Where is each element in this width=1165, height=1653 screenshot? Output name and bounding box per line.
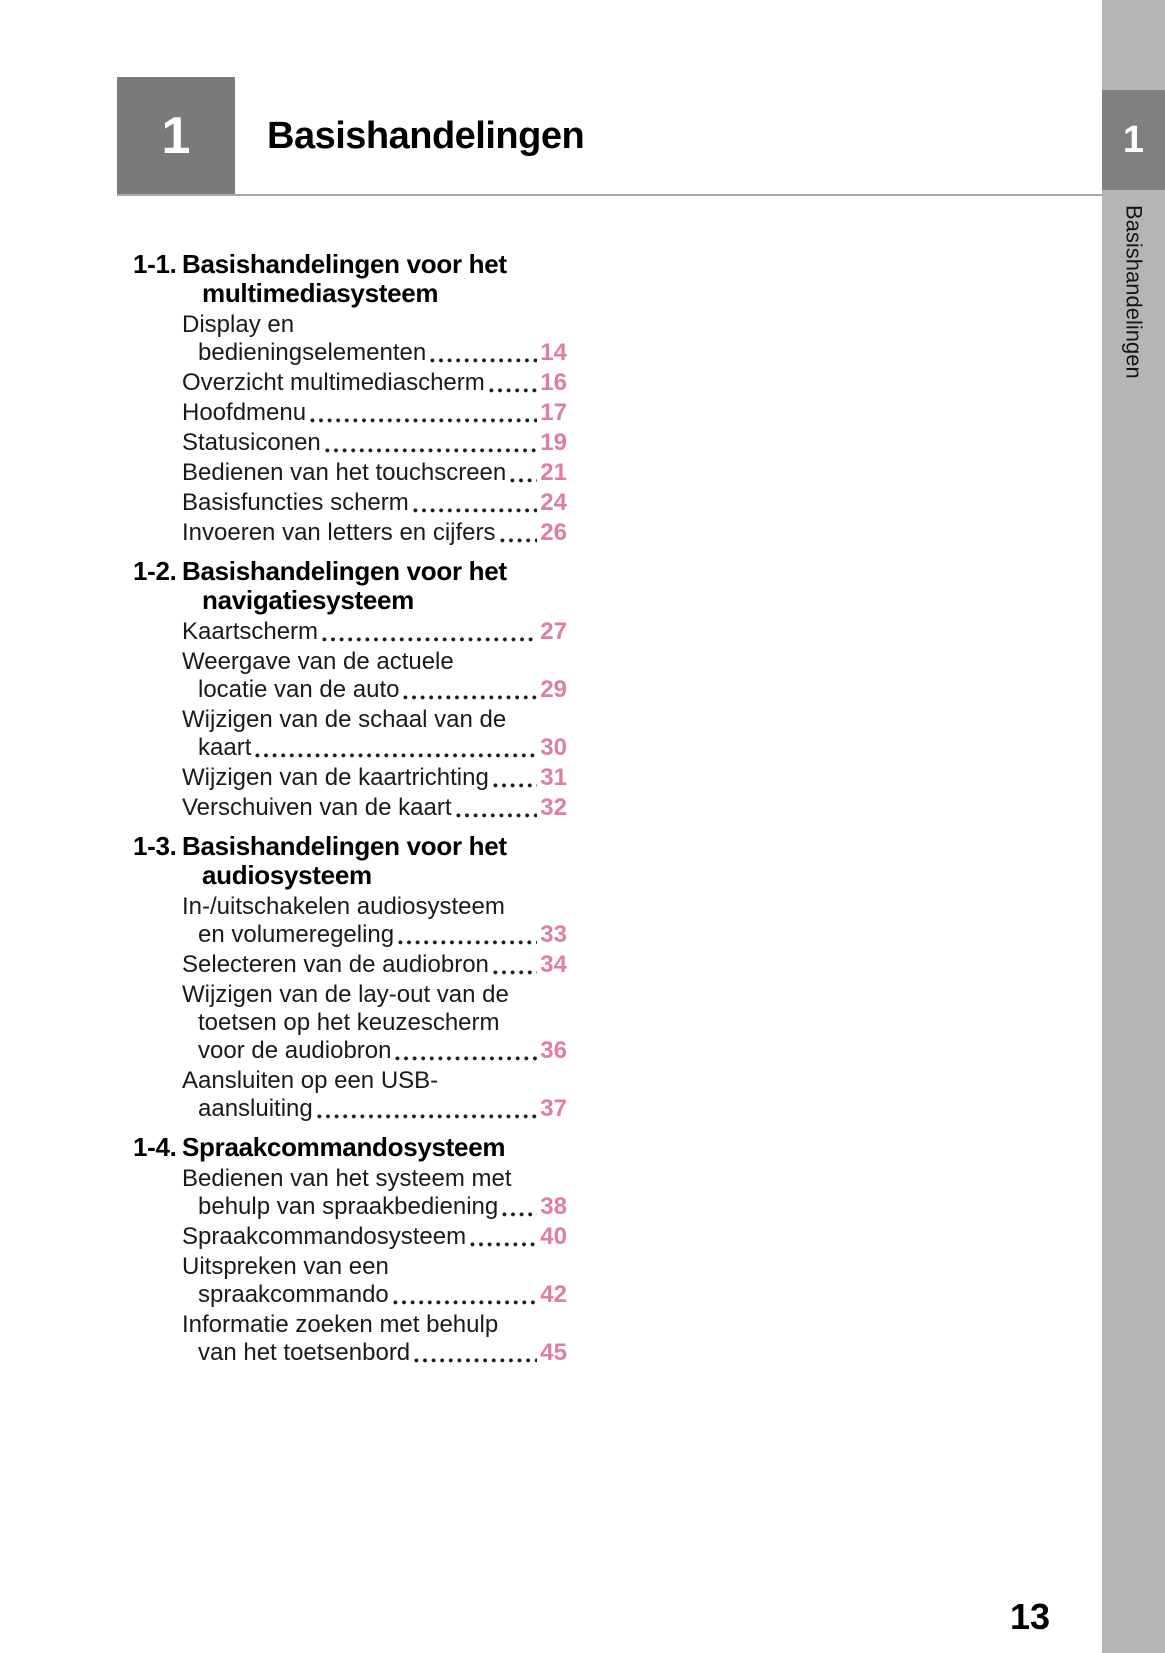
toc-section <box>133 250 567 547</box>
toc-entry-line <box>182 429 567 457</box>
chapter-side-label: Basishandelingen <box>1121 205 1147 379</box>
dot-leader <box>395 1056 537 1061</box>
toc-entry-page-number: 14 <box>540 339 567 366</box>
dot-leader <box>255 753 537 758</box>
toc-section-number: 1-2. <box>133 556 177 586</box>
dot-leader <box>510 478 537 483</box>
toc-entry[interactable] <box>182 399 567 427</box>
toc-entry[interactable] <box>182 893 567 949</box>
dot-leader <box>325 448 538 453</box>
toc-entry[interactable] <box>182 1165 567 1221</box>
chapter-side-tab-number: 1 <box>1122 118 1145 161</box>
toc-section-number: 1-3. <box>133 831 177 861</box>
toc-entry-line: In-/uitschakelen audiosysteem <box>182 893 505 920</box>
dot-leader <box>310 418 537 423</box>
toc-entry[interactable] <box>182 648 567 704</box>
toc-entry-page-number: 29 <box>540 676 567 703</box>
toc-entry-line: Informatie zoeken met behulp <box>182 1311 499 1338</box>
toc-entry-line <box>182 489 567 517</box>
dot-leader <box>489 388 538 393</box>
toc-entry-line: Bedienen van het systeem met <box>182 1165 512 1192</box>
dot-leader <box>413 508 538 513</box>
toc-entry-page-number: 21 <box>540 459 567 486</box>
toc-entry[interactable] <box>182 1067 567 1123</box>
toc-entry-line <box>182 794 567 822</box>
toc-entry-page-number: 17 <box>540 399 567 426</box>
toc-entry[interactable] <box>182 519 567 547</box>
toc-entry-text: aansluiting <box>198 1095 313 1122</box>
toc-entry-line <box>198 734 567 762</box>
toc-entry-text: bedieningselementen <box>198 339 427 366</box>
toc-entry-text: van het toetsenbord <box>198 1339 411 1366</box>
toc-entry-text: en volumeregeling <box>198 921 395 948</box>
toc-entry-text: spraakcommando <box>198 1281 389 1308</box>
toc-entry-text: Kaartscherm <box>182 618 319 645</box>
toc-entry[interactable] <box>182 794 567 822</box>
toc-entry[interactable] <box>182 1223 567 1251</box>
toc-entry[interactable] <box>182 489 567 517</box>
chapter-title: Basishandelingen <box>267 114 585 157</box>
toc-entry-line <box>198 1095 567 1123</box>
toc-entry-line <box>198 921 567 949</box>
toc-entry-line <box>182 1223 567 1251</box>
dot-leader <box>414 1358 537 1363</box>
toc-entry-line: Wijzigen van de lay-out van de <box>182 981 509 1008</box>
toc-entry-text: Basisfuncties scherm <box>182 489 409 516</box>
toc-entry-page-number: 36 <box>540 1037 567 1064</box>
toc-entry-text: Verschuiven van de kaart <box>182 794 452 821</box>
toc-entry-line <box>198 339 567 367</box>
toc-entry-line: Weergave van de actuele <box>182 648 454 675</box>
dot-leader <box>493 783 537 788</box>
dot-leader <box>398 940 537 945</box>
toc-entry-text: Selecteren van de audiobron <box>182 951 489 978</box>
dot-leader <box>493 970 537 975</box>
toc-entry-line: toetsen op het keuzescherm <box>198 1009 500 1036</box>
toc-entry[interactable] <box>182 429 567 457</box>
toc-entry-text: voor de audiobron <box>198 1037 392 1064</box>
toc-entry[interactable] <box>182 1253 567 1309</box>
toc-entry-line <box>182 459 567 487</box>
dot-leader <box>470 1242 537 1247</box>
toc-entry-text: Invoeren van letters en cijfers <box>182 519 496 546</box>
toc-entry-page-number: 40 <box>540 1223 567 1250</box>
toc-section-title-line: Basishandelingen voor het <box>182 831 507 861</box>
toc-entry[interactable] <box>182 369 567 397</box>
chapter-number: 1 <box>161 107 191 165</box>
toc-entry-text: locatie van de auto <box>198 676 400 703</box>
toc-entry-page-number: 45 <box>540 1339 567 1366</box>
toc-entry[interactable] <box>182 459 567 487</box>
toc-section-heading <box>133 1133 567 1162</box>
toc-section-title-line: Spraakcommandosysteem <box>182 1132 506 1162</box>
toc-section-number: 1-1. <box>133 249 177 279</box>
toc-entry-page-number: 19 <box>540 429 567 456</box>
toc-entry-page-number: 34 <box>540 951 567 978</box>
toc-entry-line: Uitspreken van een <box>182 1253 389 1280</box>
dot-leader <box>456 813 538 818</box>
toc-section-heading <box>133 250 567 308</box>
toc-entry[interactable] <box>182 1311 567 1367</box>
chapter-number-box <box>117 77 235 195</box>
toc-section-heading <box>133 832 567 890</box>
toc-entry[interactable] <box>182 981 567 1065</box>
toc-entry-text: Statusiconen <box>182 429 321 456</box>
toc-entry-line <box>182 369 567 397</box>
dot-leader <box>403 695 537 700</box>
toc-entry-page-number: 26 <box>540 519 567 546</box>
dot-leader <box>393 1300 538 1305</box>
dot-leader <box>500 538 538 543</box>
toc-entry-text: Hoofdmenu <box>182 399 307 426</box>
toc-entry-line <box>198 1037 567 1065</box>
toc-entry-line <box>198 1281 567 1309</box>
toc-section-title-line: multimediasysteem <box>202 278 439 308</box>
toc-entry-text: behulp van spraakbediening <box>198 1193 499 1220</box>
footer-page-number: 13 <box>1009 1596 1050 1637</box>
toc-section-title-line: audiosysteem <box>202 860 372 890</box>
toc-section <box>133 1133 567 1367</box>
toc-entry-text: kaart <box>198 734 252 761</box>
toc-entry-line <box>182 399 567 427</box>
toc-entry-line <box>198 1339 567 1367</box>
toc-entry-line <box>182 519 567 547</box>
toc-section-title-line: navigatiesysteem <box>202 585 414 615</box>
toc-section-title-line: Basishandelingen voor het <box>182 556 507 586</box>
toc-entry-text: Bedienen van het touchscreen <box>182 459 507 486</box>
toc-entry[interactable] <box>182 706 567 762</box>
toc-entry-line <box>182 618 567 646</box>
toc-entry-page-number: 37 <box>540 1095 567 1122</box>
toc-entry-line <box>198 676 567 704</box>
toc-entry-page-number: 38 <box>540 1193 567 1220</box>
toc-entry-line <box>182 764 567 792</box>
toc-entry[interactable] <box>182 311 567 367</box>
toc-entry-line <box>198 1193 567 1221</box>
header-divider <box>117 194 1102 196</box>
toc-section-title <box>182 832 567 890</box>
chapter-side-strip <box>1102 0 1165 1653</box>
chapter-side-tab[interactable] <box>1102 90 1165 190</box>
table-of-contents <box>133 250 567 1369</box>
toc-entry-text: Spraakcommandosysteem <box>182 1223 467 1250</box>
dot-leader <box>317 1114 538 1119</box>
toc-section-title-line: Basishandelingen voor het <box>182 249 507 279</box>
toc-entry-page-number: 30 <box>540 734 567 761</box>
toc-entry-page-number: 33 <box>540 921 567 948</box>
toc-entry[interactable] <box>182 618 567 646</box>
toc-entry-text: Overzicht multimediascherm <box>182 369 485 396</box>
toc-entry[interactable] <box>182 764 567 792</box>
toc-section-heading <box>133 557 567 615</box>
dot-leader <box>430 358 537 363</box>
toc-entry-page-number: 42 <box>540 1281 567 1308</box>
toc-section-title <box>182 250 567 308</box>
toc-section <box>133 832 567 1123</box>
toc-entry[interactable] <box>182 951 567 979</box>
toc-entry-page-number: 32 <box>540 794 567 821</box>
dot-leader <box>322 637 537 642</box>
toc-entry-page-number: 27 <box>540 618 567 645</box>
toc-entry-page-number: 31 <box>540 764 567 791</box>
toc-section-title <box>182 1133 567 1162</box>
toc-entry-line <box>182 951 567 979</box>
toc-entry-text: Wijzigen van de kaartrichting <box>182 764 489 791</box>
toc-entry-page-number: 24 <box>540 489 567 516</box>
toc-entry-line: Aansluiten op een USB- <box>182 1067 439 1094</box>
dot-leader <box>502 1212 537 1217</box>
toc-entry-line: Wijzigen van de schaal van de <box>182 706 507 733</box>
toc-section <box>133 557 567 822</box>
toc-section-title <box>182 557 567 615</box>
toc-entry-line: Display en <box>182 311 295 338</box>
toc-section-number: 1-4. <box>133 1132 177 1162</box>
toc-entry-page-number: 16 <box>540 369 567 396</box>
